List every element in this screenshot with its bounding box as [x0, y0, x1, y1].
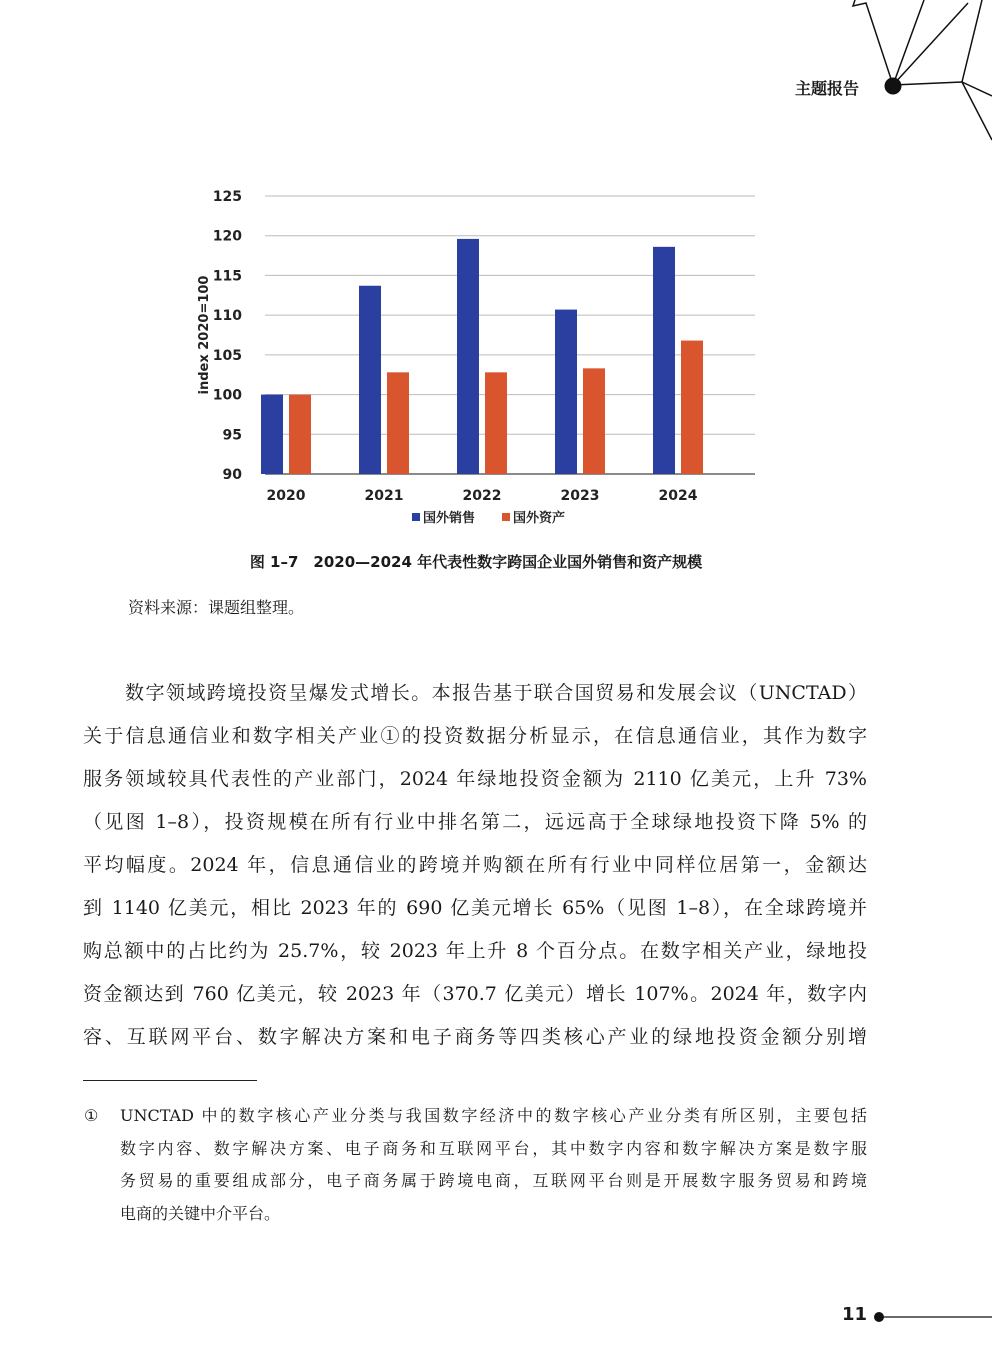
- legend-swatch-1: [502, 513, 510, 521]
- decoration-line: [893, 3, 968, 85]
- paragraph-line: 服务领域较具代表性的产业部门，2024 年绿地投资金额为 2110 亿美元，上升 73%: [83, 768, 867, 790]
- bar-sales-2024: [653, 247, 675, 474]
- decoration-line: [962, 82, 992, 140]
- footnote-text: UNCTAD 中的数字核心产业分类与我国数字经济中的数字核心产业分类有所区别，主要包括: [120, 1106, 867, 1125]
- footnote: [84, 1100, 867, 1230]
- bar-sales-2020: [261, 395, 283, 474]
- paragraph-line: 平均幅度。2024 年，信息通信业的跨境并购额在所有行业中同样位居第一，金额达: [83, 854, 867, 876]
- footnote-line: [84, 1100, 867, 1133]
- figure-source: 资料来源：课题组整理。: [128, 598, 305, 617]
- legend-swatch-0: [412, 513, 420, 521]
- x-tick-label: 2022: [462, 488, 502, 504]
- bar-chart: [190, 180, 770, 540]
- header-decoration: [0, 0, 992, 200]
- bar-assets-2023: [583, 368, 605, 474]
- decoration-line: [962, 0, 982, 82]
- y-tick-label: 90: [222, 467, 242, 483]
- y-axis-label: index 2020=100: [197, 275, 212, 395]
- paragraph-line: 容、互联网平台、数字解决方案和电子商务等四类核心产业的绿地投资金额分别增: [83, 1026, 867, 1048]
- paragraph-line: [83, 715, 867, 758]
- bar-assets-2024: [681, 341, 703, 474]
- bar-assets-2020: [289, 395, 311, 474]
- x-tick-label: 2023: [560, 488, 600, 504]
- y-tick-label: 100: [212, 387, 242, 404]
- paragraph-line: 资金额达到 760 亿美元，较 2023 年（370.7 亿美元）增长 107%。2024 年，数字内: [83, 983, 867, 1005]
- y-tick-label: 120: [212, 228, 242, 245]
- footnote-line: 务贸易的重要组成部分，电子商务属于跨境电商，互联网平台则是开展数字服务贸易和跨境: [120, 1171, 867, 1190]
- section-label: 主题报告: [795, 79, 860, 98]
- x-tick-label: 2021: [364, 488, 404, 504]
- body-paragraph: [83, 672, 867, 1059]
- y-tick-label: 115: [212, 268, 242, 285]
- page-number-rule: [870, 1308, 992, 1328]
- footnote-marker: ①: [84, 1106, 99, 1125]
- footnote-line: 数字内容、数字解决方案、电子商务和互联网平台，其中数字内容和数字解决方案是数字服: [120, 1138, 867, 1158]
- paragraph-line: 购总额中的占比约为 25.7%，较 2023 年上升 8 个百分点。在数字相关产业，绿地投: [83, 940, 867, 962]
- decoration-line: [962, 82, 992, 96]
- y-tick-label: 95: [222, 427, 242, 444]
- bar-sales-2021: [359, 286, 381, 474]
- paragraph-line: 数字领域跨境投资呈爆发式增长。本报告基于联合国贸易和发展会议（UNCTAD）: [125, 682, 867, 704]
- bar-assets-2021: [387, 372, 409, 474]
- legend-label: 国外资产: [513, 511, 566, 526]
- y-tick-label: 110: [212, 308, 242, 325]
- legend-label: 国外销售: [423, 511, 476, 526]
- header-dot-icon: [885, 78, 902, 95]
- footnote-line: 电商的关键中介平台。: [120, 1203, 281, 1223]
- decoration-line: [853, 0, 893, 85]
- bar-sales-2022: [457, 239, 479, 474]
- paragraph-line-text: 关于信息通信业和数字相关产业①的投资数据分析显示，在信息通信业，其作为数字: [83, 725, 867, 747]
- decoration-line: [893, 0, 924, 85]
- decoration-line: [893, 82, 962, 85]
- paragraph-line: （见图 1–8），投资规模在所有行业中排名第二，远远高于全球绿地投资下降 5% 的: [83, 811, 867, 833]
- footnote-divider: [83, 1080, 257, 1081]
- x-tick-label: 2020: [266, 488, 306, 504]
- figure-caption-text: 图 1–7 2020—2024 年代表性数字跨国企业国外销售和资产规模: [249, 553, 703, 571]
- y-tick-label: 105: [212, 347, 242, 364]
- y-tick-label: 125: [212, 189, 242, 205]
- x-tick-label: 2024: [658, 488, 698, 504]
- paragraph-line: 到 1140 亿美元，相比 2023 年的 690 亿美元增长 65%（见图 1–8），在全球跨境并: [83, 897, 867, 919]
- page-number: 11: [842, 1304, 868, 1325]
- figure-caption: [0, 551, 992, 572]
- bar-sales-2023: [555, 310, 577, 474]
- bar-assets-2022: [485, 372, 507, 474]
